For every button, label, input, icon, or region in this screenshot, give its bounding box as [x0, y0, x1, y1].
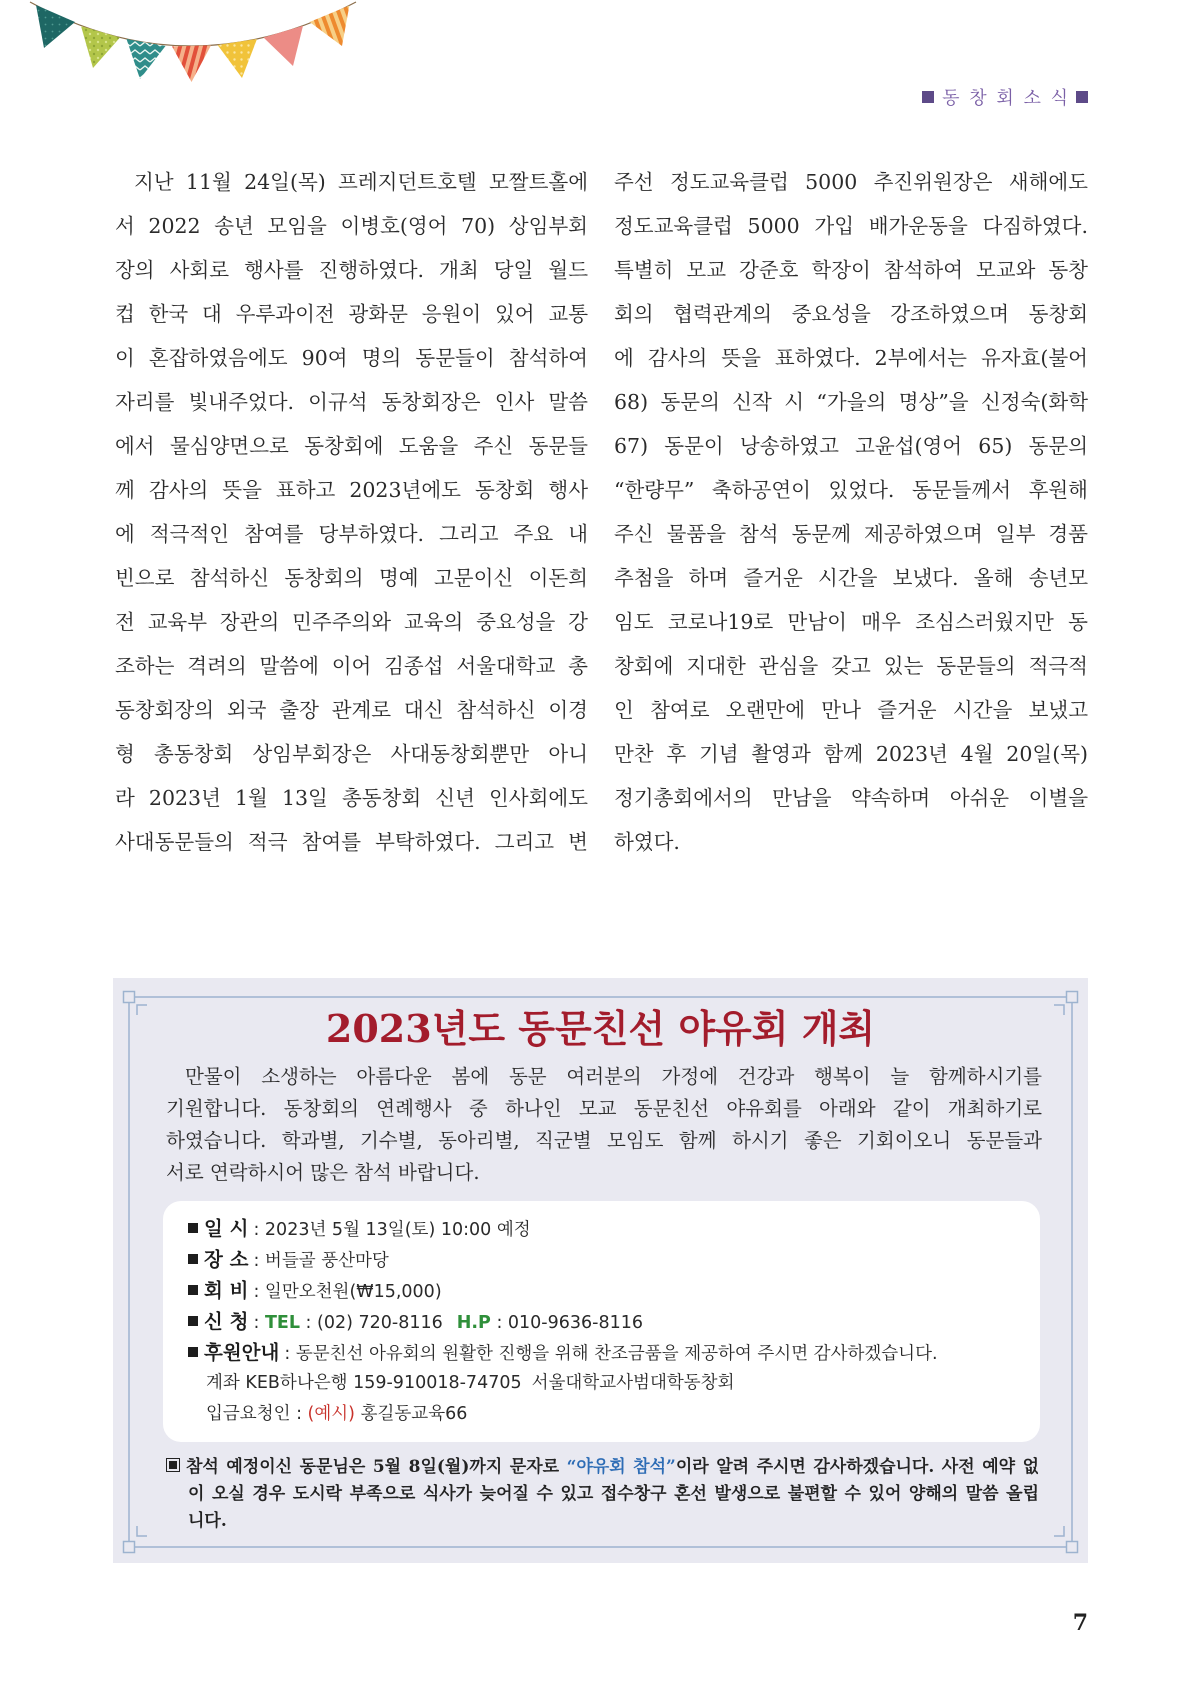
bunting-decoration: [0, 0, 360, 96]
article-line: 조하는 격려의 말씀에 이어 김종섭 서울대학교 총: [115, 654, 588, 679]
article-right-column: [614, 160, 1088, 865]
section-label: [922, 86, 1088, 112]
article-line: 정기총회에서의 만남을 약속하며 아쉬운 이별을: [614, 786, 1088, 811]
article-line: 형 총동창회 상임부회장은 사대동창회뿐만 아니: [115, 742, 588, 767]
article-line: 주선 정도교육클럽 5000 추진위원장은 새해에도: [614, 169, 1088, 194]
article-line: 지난 11월 24일(목) 프레지던트호텔 모짤트홀에: [134, 169, 588, 194]
article-line: 회의 협력관계의 중요성을 강조하였으며 동창회: [614, 301, 1088, 326]
article-line: 에서 물심양면으로 동창회에 도움을 주신 동문들: [115, 433, 588, 458]
bank-account: 계좌 KEB하나은행 159-910018-74705: [206, 1372, 522, 1393]
article-line: “한량무” 축하공연이 있었다. 동문들께서 후원해: [614, 477, 1088, 502]
mobile-label: H.P: [456, 1312, 491, 1333]
article-line: 추첨을 하며 즐거운 시간을 보냈다. 올해 송년모: [614, 566, 1088, 591]
detail-row-fee: [188, 1275, 1020, 1306]
bullet-square-icon: [188, 1254, 198, 1264]
detail-value: : 일만오천원(₩15,000): [253, 1281, 442, 1302]
article-line: 께 감사의 뜻을 표하고 2023년에도 동창회 행사: [115, 477, 588, 502]
article-line: 임도 코로나19로 만남이 매우 조심스러웠지만 동: [614, 610, 1088, 635]
detail-value: : 동문친선 아유회의 원활한 진행을 위해 찬조금품을 제공하여 주시면 감사하겠습니다.: [284, 1343, 938, 1364]
rsvp-note: [166, 1454, 1039, 1535]
bullet-square-icon: [188, 1223, 198, 1233]
detail-label: 장 소: [204, 1247, 249, 1271]
bullet-square-icon: [188, 1285, 198, 1295]
tel-number: : (02) 720-8116: [299, 1312, 443, 1333]
intro-line: 서로 연락하시어 많은 참석 바랍니다.: [166, 1161, 480, 1184]
detail-separator: :: [253, 1312, 265, 1333]
boxed-square-icon: [166, 1458, 180, 1472]
article-line: 만찬 후 기념 촬영과 함께 2023년 4월 20일(목): [614, 742, 1088, 767]
depositor-example-tag: (예시): [307, 1403, 356, 1424]
article-line: 사대동문들의 적극 참여를 부탁하였다. 그리고 변: [115, 830, 588, 855]
detail-label: 일 시: [204, 1216, 249, 1240]
rsvp-line: 이 오실 경우 도시락 부족으로 식사가 늦어질 수 있고 접수창구 혼선 발생으로 불편할 수 있어 양해의 말씀 올립: [188, 1483, 1039, 1504]
article-line: 에 감사의 뜻을 표하였다. 2부에서는 유자효(불어: [614, 345, 1088, 370]
article-line: 컵 한국 대 우루과이전 광화문 응원이 있어 교통: [115, 301, 588, 326]
bunting-flag: [127, 39, 166, 79]
bullet-square-icon: [188, 1347, 198, 1357]
bunting-flag: [310, 6, 350, 47]
detail-row-date: [188, 1213, 1020, 1244]
square-icon: [1076, 91, 1088, 103]
article-line: 동창회장의 외국 출장 관계로 대신 참석하신 이경: [115, 698, 588, 723]
rsvp-text: 이라 알려 주시면 감사하겠습니다. 사전 예약 없: [675, 1456, 1039, 1477]
detail-row-apply: [188, 1306, 1020, 1337]
detail-value: : 2023년 5월 13일(토) 10:00 예정: [253, 1219, 531, 1240]
article-left-column: [115, 160, 588, 865]
bullet-square-icon: [188, 1316, 198, 1326]
detail-label: 신 청: [204, 1309, 249, 1333]
article-line: 장의 사회로 행사를 진행하였다. 개최 당일 월드: [115, 257, 588, 282]
article-line: 자리를 빛내주었다. 이규석 동창회장은 인사 말씀: [115, 389, 588, 414]
announcement-title: 2023년도 동문친선 야유회 개최: [325, 1006, 876, 1051]
square-icon: [922, 91, 934, 103]
account-holder: 서울대학교사범대학동창회: [531, 1372, 735, 1393]
article-line: 정도교육클럽 5000 가입 배가운동을 다짐하였다.: [614, 213, 1088, 238]
depositor-prefix: 입금요청인 :: [206, 1403, 308, 1424]
detail-label: 회 비: [204, 1278, 249, 1302]
detail-row-sponsor: [188, 1337, 1020, 1368]
article-line: 에 적극적인 참여를 당부하였다. 그리고 주요 내: [115, 521, 588, 546]
article-line: 주신 물품을 참석 동문께 제공하였으며 일부 경품: [614, 521, 1088, 546]
bunting-flag: [264, 26, 304, 66]
detail-label: 후원안내: [204, 1340, 280, 1364]
bunting-flag: [36, 5, 75, 48]
article-line: 67) 동문이 낭송하였고 고윤섭(영어 65) 동문의: [614, 433, 1088, 458]
article-line: 라 2023년 1월 13일 총동창회 신년 인사회에도: [115, 786, 588, 811]
rsvp-keyword: “야유회 참석”: [566, 1456, 676, 1477]
detail-row-depositor: [188, 1399, 1020, 1430]
depositor-example: 홍길동교육66: [355, 1403, 468, 1424]
detail-row-place: [188, 1244, 1020, 1275]
article-line: 창회에 지대한 관심을 갖고 있는 동문들의 적극적: [614, 654, 1088, 679]
intro-line: 기원합니다. 동창회의 연례행사 중 하나인 모교 동문친선 야유회를 아래와 같이 개최하기로: [166, 1097, 1042, 1120]
article-line: 하였다.: [614, 830, 680, 855]
bunting-flag: [172, 45, 211, 82]
article-line: 서 2022 송년 모임을 이병호(영어 70) 상임부회: [115, 213, 588, 238]
mobile-number: : 010-9636-8116: [490, 1312, 644, 1333]
article-line: 68) 동문의 신작 시 “가을의 명상”을 신정숙(화학: [614, 389, 1088, 414]
rsvp-line: [166, 1454, 1039, 1481]
detail-value: : 버들골 풍산마당: [253, 1250, 389, 1271]
detail-row-account: [188, 1368, 1020, 1399]
bunting-flag: [81, 26, 120, 68]
section-label-text: 동 창 회 소 식: [942, 88, 1070, 109]
article-line: 인 참여로 오랜만에 만나 즐거운 시간을 보냈고: [614, 698, 1088, 723]
picnic-notice-box: [113, 978, 1088, 1563]
article-line: 전 교육부 장관의 민주주의와 교육의 중요성을 강: [115, 610, 588, 635]
event-details-card: [163, 1201, 1040, 1442]
bunting-flag: [218, 39, 257, 78]
rsvp-text: 참석 예정이신 동문님은 5월 8일(월)까지 문자로: [186, 1456, 567, 1477]
article-line: 이 혼잡하였음에도 90여 명의 동문들이 참석하여: [115, 345, 588, 370]
bunting-string: [30, 2, 356, 46]
article-line: 빈으로 참석하신 동창회의 명예 고문이신 이돈희: [115, 566, 588, 591]
rsvp-line: 니다.: [188, 1510, 227, 1531]
intro-line: 하였습니다. 학과별, 기수별, 동아리별, 직군별 모임도 함께 하시기 좋은 기회이오니 동문들과: [166, 1129, 1042, 1152]
announcement-intro: [166, 1061, 1042, 1189]
page-number: 7: [1072, 1610, 1088, 1636]
article-line: 특별히 모교 강준호 학장이 참석하여 모교와 동창: [614, 257, 1088, 282]
intro-line: 만물이 소생하는 아름다운 봄에 동문 여러분의 가정에 건강과 행복이 늘 함께하시기를: [185, 1065, 1042, 1088]
tel-label: TEL: [264, 1312, 300, 1333]
